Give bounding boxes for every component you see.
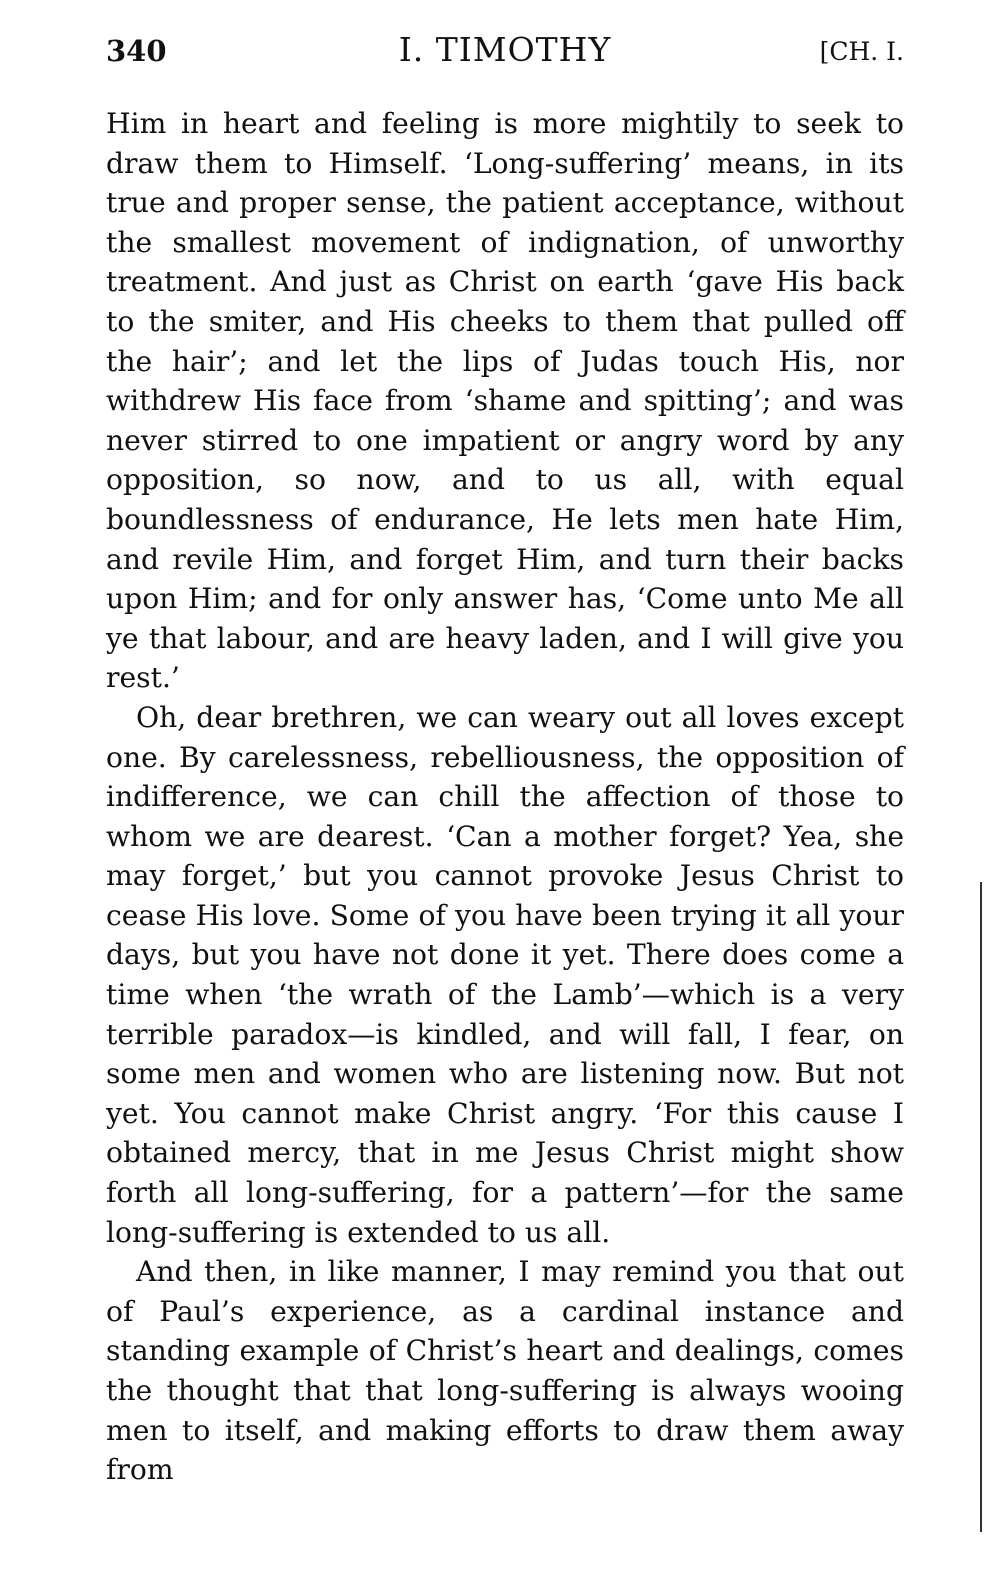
paragraph: Oh, dear brethren, we can weary out all loves except one. By carelessness, rebelliousness, the opposition of indifference, we can chill the affection of those to whom we are dearest. ‘Can a mother forget? Yea, she may forget,’ but you cannot provoke Jesus Christ to cease His love. Some of you have been trying it all your days, but you have not done it yet. There does come a time when ‘the wrath of the Lamb’—which is a very terrible paradox—is kindled, and will fall, I fear, on some men and women who are listening now. But not yet. You cannot make Christ angry. ‘For this cause I obtained mercy, that in me Jesus Christ might show forth all long-suffering, for a pattern’—for the same long-suffering is extended to us all. xyxy=(106,700,904,1249)
page-number: 340 xyxy=(106,34,167,68)
body-text xyxy=(106,104,904,1490)
running-header xyxy=(106,30,904,80)
running-title: I. TIMOTHY xyxy=(398,30,612,69)
paragraph: And then, in like manner, I may remind you that out of Paul’s experience, as a cardinal instance and standing example of Christ’s heart and dealings, comes the thought that that long-suffering is always wooing men to itself, and making efforts to draw them away from xyxy=(106,1255,904,1487)
paragraph: Him in heart and feeling is more mightily to seek to draw them to Himself. ‘Long-suffering’ means, in its true and proper sense, the patient acceptance, without the smallest movement of indignation, of unworthy treatment. And just as Christ on earth ‘gave His back to the smiter, and His cheeks to them that pulled off the hair’; and let the lips of Judas touch His, nor withdrew His face from ‘shame and spitting’; and was never stirred to one impatient or angry word by any opposition, so now, and to us all, with equal boundlessness of endurance, He lets men hate Him, and revile Him, and forget Him, and turn their backs upon Him; and for only answer has, ‘Come unto Me all ye that labour, and are heavy laden, and I will give you rest.’ xyxy=(106,107,904,695)
scan-edge-line xyxy=(980,882,982,1532)
chapter-marker: [CH. I. xyxy=(819,37,904,66)
book-page xyxy=(106,30,904,1490)
